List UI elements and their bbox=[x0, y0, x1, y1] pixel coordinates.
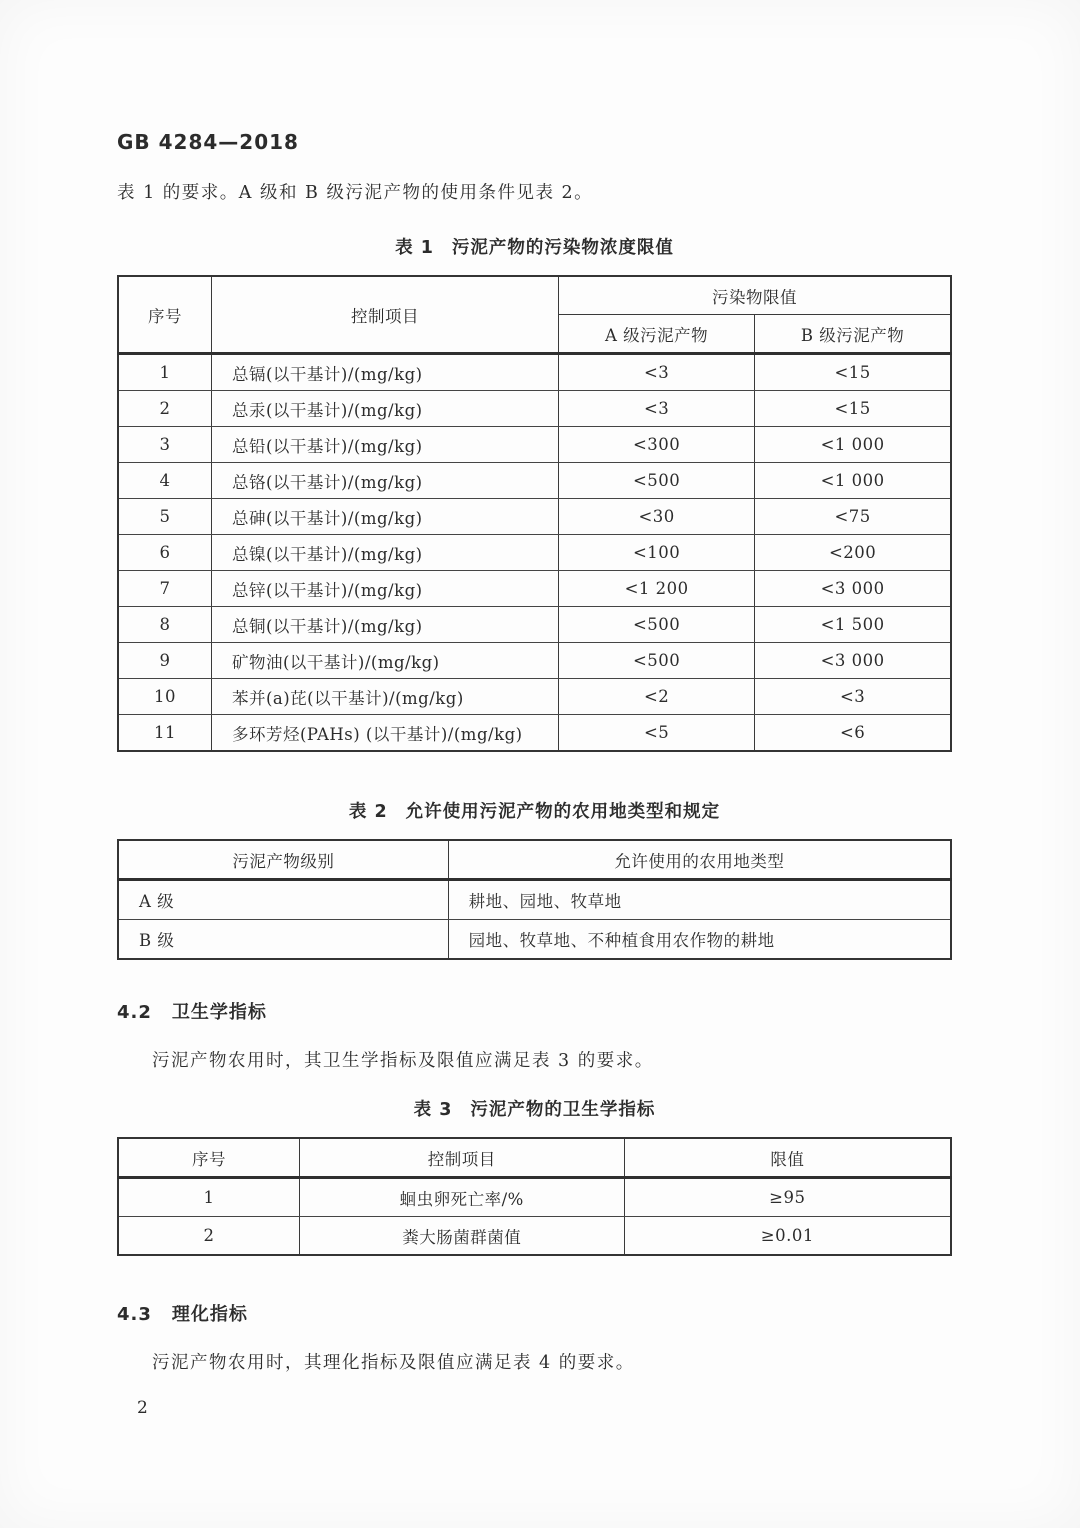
table-row bbox=[118, 715, 951, 752]
row-item: 蛔虫卵死亡率/% bbox=[299, 1178, 624, 1217]
table1-header-index: 序号 bbox=[118, 276, 211, 354]
row-index: 11 bbox=[118, 715, 211, 752]
row-item: 总镍(以干基计)/(mg/kg) bbox=[211, 535, 558, 571]
row-item: 总铅(以干基计)/(mg/kg) bbox=[211, 427, 558, 463]
row-index: 3 bbox=[118, 427, 211, 463]
row-index: 9 bbox=[118, 643, 211, 679]
row-index: 5 bbox=[118, 499, 211, 535]
table1-header-grade-a: A 级污泥产物 bbox=[558, 315, 754, 354]
table1-header-group: 污染物限值 bbox=[558, 276, 951, 315]
row-limit-a: <3 bbox=[558, 391, 754, 427]
row-item: 总汞(以干基计)/(mg/kg) bbox=[211, 391, 558, 427]
row-index: 7 bbox=[118, 571, 211, 607]
table3-hygiene-indicators bbox=[117, 1137, 952, 1256]
row-limit-b: <3 000 bbox=[755, 643, 951, 679]
table3-header-item: 控制项目 bbox=[299, 1138, 624, 1178]
section-title: 卫生学指标 bbox=[171, 1002, 267, 1023]
section-heading-4-2 bbox=[117, 998, 952, 1024]
row-index: 1 bbox=[118, 1178, 299, 1217]
row-index: 1 bbox=[118, 354, 211, 391]
row-item: 苯并(a)芘(以干基计)/(mg/kg) bbox=[211, 679, 558, 715]
row-item: 总锌(以干基计)/(mg/kg) bbox=[211, 571, 558, 607]
table1-caption bbox=[117, 234, 952, 259]
section-number: 4.3 bbox=[117, 1304, 152, 1325]
row-item: 总铬(以干基计)/(mg/kg) bbox=[211, 463, 558, 499]
row-limit-a: <5 bbox=[558, 715, 754, 752]
row-land-type: 园地、牧草地、不种植食用农作物的耕地 bbox=[448, 920, 951, 960]
table-row bbox=[118, 499, 951, 535]
row-limit-b: <15 bbox=[755, 391, 951, 427]
table3-caption-title: 污泥产物的卫生学指标 bbox=[470, 1100, 656, 1120]
row-limit-a: <100 bbox=[558, 535, 754, 571]
table2-header bbox=[118, 840, 951, 880]
row-limit-b: <200 bbox=[755, 535, 951, 571]
table1-header-grade-b: B 级污泥产物 bbox=[755, 315, 951, 354]
table-row bbox=[118, 1178, 951, 1217]
row-limit-b: <1 000 bbox=[755, 427, 951, 463]
row-index: 6 bbox=[118, 535, 211, 571]
section-heading-4-3 bbox=[117, 1300, 952, 1326]
table3-caption-label: 表 3 bbox=[413, 1100, 453, 1120]
page-number: 2 bbox=[137, 1398, 148, 1418]
section-4-2-paragraph: 污泥产物农用时，其卫生学指标及限值应满足表 3 的要求。 bbox=[152, 1051, 654, 1071]
table-row bbox=[118, 880, 951, 920]
table-row bbox=[118, 427, 951, 463]
table-row bbox=[118, 354, 951, 391]
table2-caption-label: 表 2 bbox=[348, 802, 388, 822]
table-row bbox=[118, 571, 951, 607]
row-limit-b: <3 000 bbox=[755, 571, 951, 607]
row-index: 2 bbox=[118, 391, 211, 427]
row-grade: A 级 bbox=[118, 880, 448, 920]
table-row bbox=[118, 607, 951, 643]
table1-pollutant-limits bbox=[117, 275, 952, 752]
table-row bbox=[118, 643, 951, 679]
row-limit-b: <15 bbox=[755, 354, 951, 391]
row-index: 4 bbox=[118, 463, 211, 499]
table2-farmland-types bbox=[117, 839, 952, 960]
standard-number-header: GB 4284—2018 bbox=[117, 130, 299, 154]
row-limit-a: <500 bbox=[558, 463, 754, 499]
row-limit-b: <1 500 bbox=[755, 607, 951, 643]
row-limit-a: <300 bbox=[558, 427, 754, 463]
row-item: 矿物油(以干基计)/(mg/kg) bbox=[211, 643, 558, 679]
row-item: 粪大肠菌群菌值 bbox=[299, 1217, 624, 1256]
intro-paragraph: 表 1 的要求。A 级和 B 级污泥产物的使用条件见表 2。 bbox=[117, 183, 594, 203]
row-grade: B 级 bbox=[118, 920, 448, 960]
row-limit-b: <3 bbox=[755, 679, 951, 715]
row-limit-b: <6 bbox=[755, 715, 951, 752]
page-content bbox=[117, 0, 952, 1376]
table2-caption bbox=[117, 798, 952, 823]
row-limit: ≥95 bbox=[624, 1178, 951, 1217]
table-row bbox=[118, 1217, 951, 1256]
section-number: 4.2 bbox=[117, 1002, 152, 1023]
row-limit-a: <1 200 bbox=[558, 571, 754, 607]
table3-header-limit: 限值 bbox=[624, 1138, 951, 1178]
table3-body bbox=[118, 1178, 951, 1256]
table1-caption-label: 表 1 bbox=[395, 238, 434, 258]
table1-caption-title: 污泥产物的污染物浓度限值 bbox=[451, 238, 674, 258]
row-index: 8 bbox=[118, 607, 211, 643]
row-limit-a: <2 bbox=[558, 679, 754, 715]
table-row bbox=[118, 463, 951, 499]
row-item: 总铜(以干基计)/(mg/kg) bbox=[211, 607, 558, 643]
row-limit-a: <30 bbox=[558, 499, 754, 535]
table2-caption-title: 允许使用污泥产物的农用地类型和规定 bbox=[405, 802, 721, 822]
table1-header-item: 控制项目 bbox=[211, 276, 558, 354]
table3-header-index: 序号 bbox=[118, 1138, 299, 1178]
table-row bbox=[118, 391, 951, 427]
table-row bbox=[118, 679, 951, 715]
row-limit-a: <3 bbox=[558, 354, 754, 391]
table3-caption bbox=[117, 1096, 952, 1121]
table-row bbox=[118, 535, 951, 571]
row-limit-a: <500 bbox=[558, 607, 754, 643]
row-item: 总砷(以干基计)/(mg/kg) bbox=[211, 499, 558, 535]
row-limit-b: <75 bbox=[755, 499, 951, 535]
table1-header bbox=[118, 276, 951, 354]
row-index: 2 bbox=[118, 1217, 299, 1256]
row-item: 总镉(以干基计)/(mg/kg) bbox=[211, 354, 558, 391]
row-limit: ≥0.01 bbox=[624, 1217, 951, 1256]
table2-body bbox=[118, 880, 951, 960]
table2-header-type: 允许使用的农用地类型 bbox=[448, 840, 951, 880]
row-limit-a: <500 bbox=[558, 643, 754, 679]
table1-body bbox=[118, 354, 951, 752]
table2-header-grade: 污泥产物级别 bbox=[118, 840, 448, 880]
section-title: 理化指标 bbox=[171, 1304, 248, 1325]
section-4-3-paragraph: 污泥产物农用时，其理化指标及限值应满足表 4 的要求。 bbox=[152, 1353, 635, 1373]
row-land-type: 耕地、园地、牧草地 bbox=[448, 880, 951, 920]
row-item: 多环芳烃(PAHs) (以干基计)/(mg/kg) bbox=[211, 715, 558, 752]
table-row bbox=[118, 920, 951, 960]
row-limit-b: <1 000 bbox=[755, 463, 951, 499]
row-index: 10 bbox=[118, 679, 211, 715]
table3-header bbox=[118, 1138, 951, 1178]
